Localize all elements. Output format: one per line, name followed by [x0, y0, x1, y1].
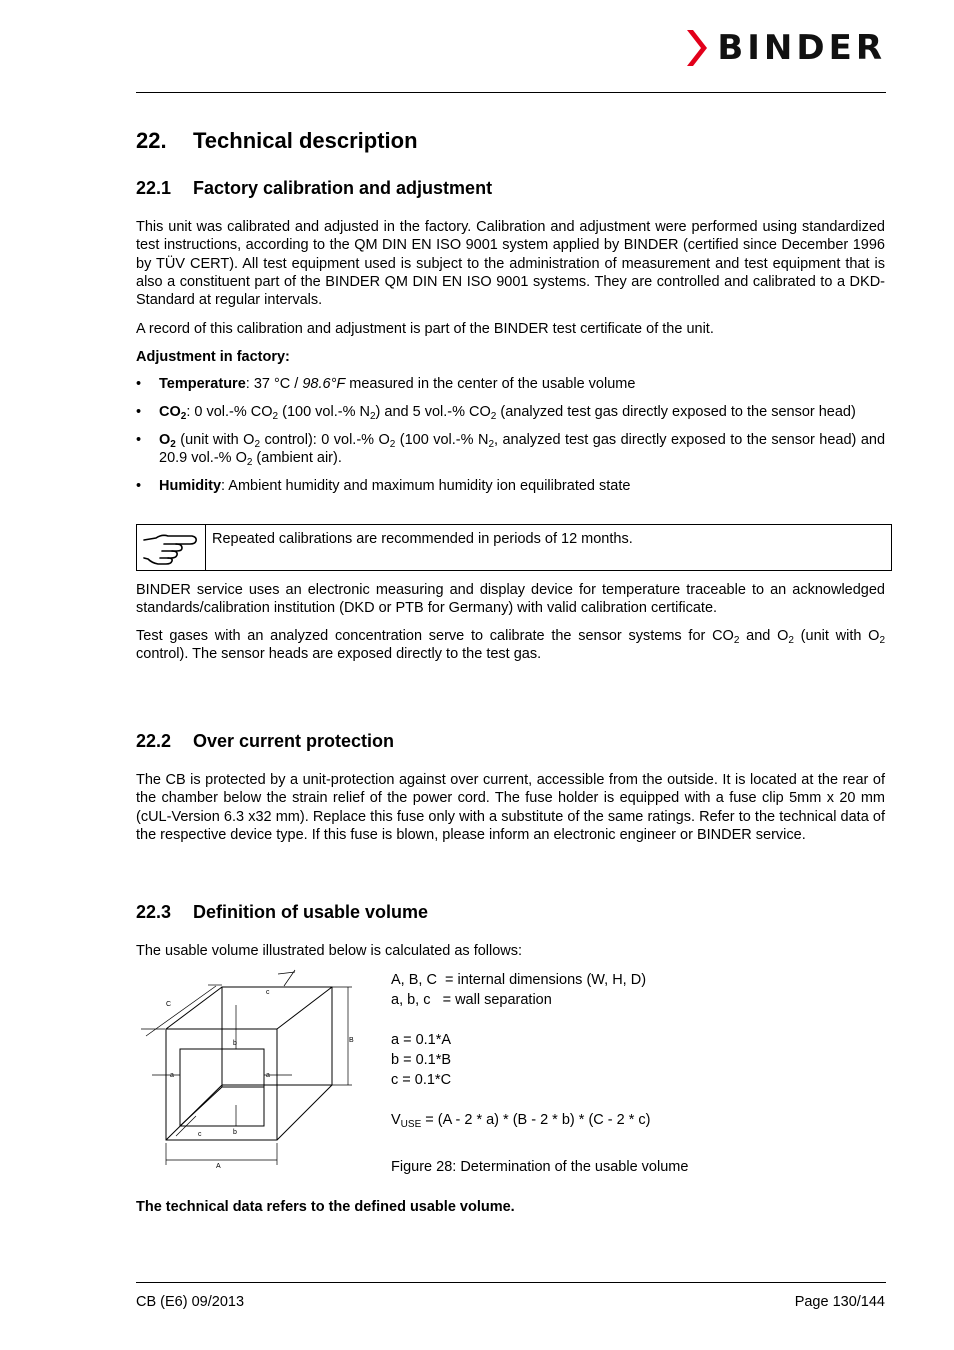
label-small-c-bottom: c	[198, 1131, 202, 1138]
label-small-b-top: b	[233, 1040, 237, 1047]
label-small-a-right: a	[266, 1072, 270, 1079]
over-current-paragraph: The CB is protected by a unit-protection against over current, accessible from the outside. It is located at the rear of the chamber below the strain relief of the power cord. The fuse holder is equipped with a fuse clip 5mm x 20 mm (cUL-Version 6.3 x32 mm). Replace this fuse only with a substitute of the same ratings. Refer to the technical data of the respective device type. If this fuse is blown, please inform an electronic engineer or BINDER service.	[136, 772, 885, 843]
legend-a-formula: a = 0.1*A	[391, 1032, 452, 1048]
usable-volume-diagram	[136, 966, 366, 1176]
section-heading-22-1: 22.1 Factory calibration and adjustment	[136, 178, 493, 198]
legend-wall-separation: a, b, c = wall separation	[391, 992, 552, 1008]
legend-b-formula: b = 0.1*B	[391, 1052, 452, 1068]
label-small-b-bottom: b	[233, 1129, 237, 1136]
binder-logo	[685, 28, 886, 68]
list-item-co2: • $CO_2$: 0 vol.-% $CO_2$ (100 vol.-% $N_2$) and 5 vol.-% $CO_2$ (analyzed test gas directly exposed to the sensor head)	[136, 403, 885, 421]
figure-caption: Figure 28: Determination of the usable volume	[391, 1159, 689, 1175]
binder-logo-mark-icon	[685, 28, 711, 68]
usable-volume-intro: The usable volume illustrated below is calculated as follows:	[136, 943, 523, 959]
label-small-c-top: c	[266, 989, 270, 996]
certificate-paragraph: A record of this calibration and adjustment is part of the BINDER test certificate of the unit.	[136, 321, 714, 337]
section-heading-22-2: 22.2 Over current protection	[136, 731, 395, 751]
note-box	[136, 524, 892, 571]
adjustment-list	[136, 375, 885, 504]
page-title: 22. Technical description	[136, 128, 418, 153]
note-text: Repeated calibrations are recommended in periods of 12 months.	[212, 531, 633, 547]
service-paragraph: BINDER service uses an electronic measuring and display device for temperature traceable to an acknowledged standards/calibration institution (DKD or PTB for Germany) with valid calibration certificate.	[136, 582, 885, 617]
dimension-legend	[391, 970, 650, 1130]
label-big-a: A	[216, 1163, 221, 1170]
list-item-temperature: • Temperature: 37 °C / 98.6°F measured in the center of the usable volume	[136, 375, 885, 393]
section-heading-22-3: 22.3 Definition of usable volume	[136, 902, 429, 922]
label-big-c: C	[166, 1001, 172, 1008]
pointing-hand-icon	[142, 530, 200, 566]
label-small-a-left: a	[170, 1072, 174, 1079]
footer-rule	[136, 1282, 886, 1283]
label-big-b: B	[349, 1037, 354, 1044]
closing-statement: The technical data refers to the defined usable volume.	[136, 1199, 515, 1215]
list-item-o2: • $O_2$ (unit with $O_2$ control): 0 vol.-% $O_2$ (100 vol.-% $N_2$, analyzed test gas directly exposed to the sensor head) and 20.9 vol.-% $O_2$ (ambient air).	[136, 431, 885, 468]
test-gas-paragraph: Test gases with an analyzed concentration serve to calibrate the sensor systems for $CO_2$ and $O_2$ (unit with $O_2$ control). The sensor heads are exposed directly to the test gas.	[136, 628, 886, 663]
footer-document-id: CB (E6) 09/2013	[136, 1294, 245, 1310]
calibration-paragraph: This unit was calibrated and adjusted in the factory. Calibration and adjustment were performed using standardized test instructions, according to the QM DIN EN ISO 9001 system applied by BINDER (certified since December 1996 by TÜV CERT). All test equipment used is subject to the administration of measurement and test equipment that is also a constituent part of the BINDER QM DIN EN ISO 9001 systems. They are controlled and calibrated to a DKD-Standard at regular intervals.	[136, 219, 885, 309]
note-icon-cell	[137, 525, 206, 570]
header-rule	[136, 92, 886, 93]
logo-text: BINDER	[717, 28, 886, 68]
usable-back-face	[222, 1049, 264, 1087]
adjustment-heading: Adjustment in factory:	[136, 349, 290, 365]
legend-c-formula: c = 0.1*C	[391, 1072, 452, 1088]
list-item-humidity: • Humidity: Ambient humidity and maximum humidity ion equilibrated state	[136, 477, 885, 495]
legend-internal-dimensions: A, B, C = internal dimensions (W, H, D)	[391, 972, 647, 988]
legend-volume-formula: $V_{USE} = (A - 2 * a) * (B - 2 * b) * (C - 2 * c)$	[391, 1112, 651, 1130]
footer-page-number: Page 130/144	[794, 1294, 885, 1310]
